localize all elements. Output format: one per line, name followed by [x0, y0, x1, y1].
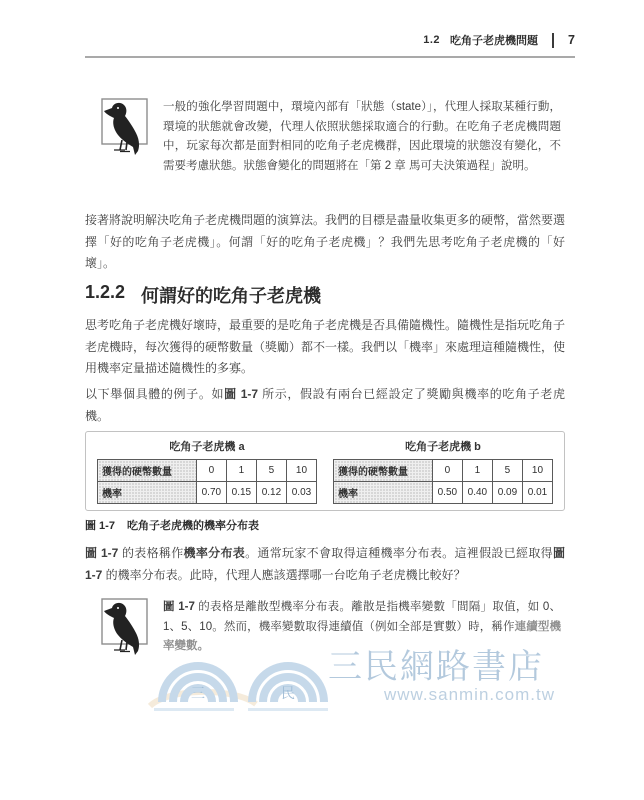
figure-reference: 圖 1-7	[224, 387, 259, 401]
coin-value-cell: 0	[196, 460, 226, 482]
table-row	[98, 482, 317, 504]
prob-value-cell: 0.15	[226, 482, 256, 504]
watermark-reflection	[154, 708, 234, 711]
note-block-state	[97, 98, 561, 176]
coin-value-cell: 1	[462, 460, 492, 482]
coin-value-cell: 0	[432, 460, 462, 482]
figure-reference: 圖 1-7	[85, 546, 565, 582]
table-row	[98, 460, 317, 482]
prob-value-cell: 0.09	[492, 482, 522, 504]
coin-value-cell: 10	[286, 460, 316, 482]
term-probability-table: 機率分布表	[183, 546, 246, 560]
paragraph-randomness: 思考吃角子老虎機好壞時，最重要的是吃角子老虎機是否具備隨機性。隨機性是指玩吃角子老虎機時，每次獲得的硬幣數量（獎勵）都不一樣。我們以「機率」來處理這種隨機性，使用機率定量描述隨機性的多寡。	[85, 318, 566, 376]
paragraph-algorithm-goal: 接著將說明解決吃角子老虎機問題的演算法。我們的目標是盡量收集更多的硬幣，當然要選擇「好的吃角子老虎機」。何謂「好的吃角子老虎機」？我們先思考吃角子老虎機的「好壞」。	[85, 213, 566, 271]
paragraph-segment: 所示，假設有兩台已經設定了獎勵與機率的吃角子老虎機。	[85, 387, 565, 423]
note-segment: 。	[197, 640, 209, 652]
paragraph-segment: 以下舉個具體的例子。如	[85, 387, 225, 401]
watermark-reflection	[248, 708, 328, 711]
paragraph-example	[85, 384, 565, 427]
prob-value-cell: 0.40	[462, 482, 492, 504]
header-section-title: 吃角子老虎機問題	[450, 35, 539, 47]
note-text	[163, 598, 561, 661]
paragraph-segment: 的機率分布表。此時，代理人應該選擇哪一台吃角子老虎機比較好？	[102, 567, 466, 582]
section-heading-number: 1.2.2	[85, 282, 126, 302]
coin-value-cell: 5	[256, 460, 286, 482]
watermark-store-name: 三民網路書店	[328, 649, 544, 686]
paragraph-distribution	[85, 543, 565, 586]
watermark-url: www.sanmin.com.tw	[384, 685, 555, 704]
probability-table-b	[333, 459, 553, 504]
machine-b-table	[333, 438, 553, 504]
figure-caption-text: 吃角子老虎機的機率分布表	[126, 520, 259, 532]
table-row	[334, 482, 553, 504]
header-section-number: 1.2	[423, 34, 441, 46]
figure-reference: 圖 1-7	[163, 601, 195, 613]
note-block-discrete	[97, 598, 561, 661]
figure-caption-label: 圖 1-7	[85, 520, 115, 532]
coin-count-label: 獲得的硬幣數量	[334, 460, 433, 482]
prob-value-cell: 0.01	[522, 482, 552, 504]
table-row	[334, 460, 553, 482]
section-heading-title: 何謂好的吃角子老虎機	[141, 286, 322, 306]
prob-value-cell: 0.12	[256, 482, 286, 504]
probability-label: 機率	[334, 482, 433, 504]
bird-icon	[97, 98, 151, 176]
figure-caption	[85, 517, 259, 533]
prob-value-cell: 0.50	[432, 482, 462, 504]
paragraph-segment: 的表格稱作	[118, 546, 184, 560]
coin-value-cell: 5	[492, 460, 522, 482]
prob-value-cell: 0.70	[196, 482, 226, 504]
bird-icon	[97, 598, 151, 661]
header-divider	[552, 33, 554, 48]
coin-value-cell: 1	[226, 460, 256, 482]
probability-table-a	[97, 459, 317, 504]
term-continuous-variable: 連續型機率變數	[163, 620, 561, 652]
note-segment: 的表格是離散型機率分布表。離散是指機率變數「間隔」取值，如 0、1、5、10。然而，機率變數取得連續值（例如全部是實數）時，稱作	[163, 601, 561, 633]
note-text: 一般的強化學習問題中，環境內部有「狀態（state）」，代理人採取某種行動，環境的狀態就會改變，代理人依照狀態採取適合的行動。在吃角子老虎機問題中，玩家每次都是面對相同的吃角子老虎機群，因此環境的狀態沒有變化，不需要考慮狀態。狀態會變化的問題將在「第 2 章 馬可夫決策過程」說明。	[163, 101, 561, 172]
probability-label: 機率	[98, 482, 197, 504]
machine-a-title: 吃角子老虎機 a	[169, 441, 245, 453]
logo-char-left: 三	[191, 685, 205, 701]
logo-char-right: 民	[281, 685, 295, 701]
paragraph-segment: 。通常玩家不會取得這種機率分布表。這裡假設已經取得	[245, 546, 553, 560]
section-heading	[85, 282, 321, 308]
machine-b-title: 吃角子老虎機 b	[405, 441, 481, 453]
coin-value-cell: 10	[522, 460, 552, 482]
figure-reference: 圖 1-7	[85, 546, 119, 560]
page-header	[85, 32, 575, 58]
prob-value-cell: 0.03	[286, 482, 316, 504]
figure-1-7	[85, 431, 565, 511]
machine-a-table	[97, 438, 317, 504]
header-page-number: 7	[568, 33, 575, 47]
coin-count-label: 獲得的硬幣數量	[98, 460, 197, 482]
